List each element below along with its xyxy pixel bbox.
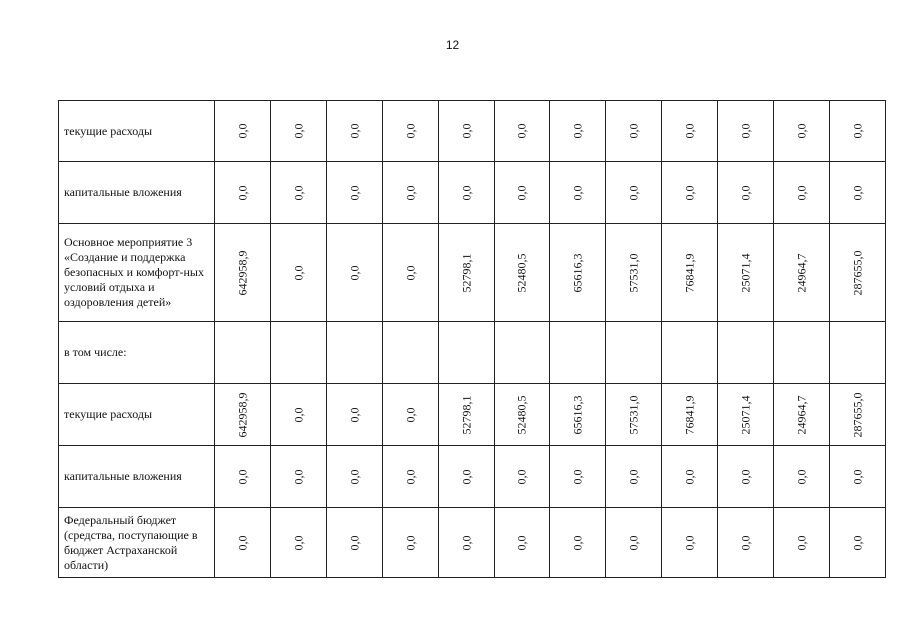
- cell-value: 0,0: [235, 185, 250, 200]
- value-cell: [606, 224, 662, 322]
- cell-value: 0,0: [682, 469, 697, 484]
- value-cell: [718, 508, 774, 578]
- row-label: капитальные вложения: [59, 162, 215, 224]
- cell-value: 0,0: [850, 535, 865, 550]
- value-cell: [550, 446, 606, 508]
- value-cell: [326, 508, 382, 578]
- cell-value: 0,0: [347, 123, 362, 139]
- value-cell: [829, 101, 885, 162]
- value-cell: [774, 508, 830, 578]
- cell-value: 52480,5: [514, 395, 529, 434]
- cell-value: 287655,0: [850, 392, 865, 437]
- value-cell: [215, 322, 271, 384]
- value-cell: [326, 384, 382, 446]
- row-label: капитальные вложения: [59, 446, 215, 508]
- cell-value: 0,0: [850, 469, 865, 484]
- cell-value: 0,0: [738, 123, 753, 139]
- cell-value: 52480,5: [514, 253, 529, 292]
- value-cell: [774, 101, 830, 162]
- cell-value: 0,0: [570, 185, 585, 200]
- value-cell: [494, 384, 550, 446]
- value-cell: [494, 446, 550, 508]
- value-cell: [550, 224, 606, 322]
- value-cell: [494, 322, 550, 384]
- value-cell: [550, 508, 606, 578]
- cell-value: 0,0: [459, 469, 474, 484]
- cell-value: 0,0: [347, 407, 362, 422]
- cell-value: 0,0: [738, 185, 753, 200]
- cell-value: 0,0: [682, 535, 697, 550]
- cell-value: 0,0: [514, 123, 529, 139]
- value-cell: [829, 384, 885, 446]
- cell-value: 0,0: [291, 123, 306, 139]
- cell-value: 0,0: [570, 123, 585, 139]
- value-cell: [326, 224, 382, 322]
- value-cell: [550, 384, 606, 446]
- value-cell: [326, 446, 382, 508]
- value-cell: [438, 162, 494, 224]
- cell-value: 0,0: [459, 123, 474, 139]
- value-cell: [326, 162, 382, 224]
- value-cell: [774, 322, 830, 384]
- cell-value: 0,0: [626, 185, 641, 200]
- cell-value: 0,0: [682, 185, 697, 200]
- cell-value: 0,0: [235, 535, 250, 550]
- value-cell: [438, 101, 494, 162]
- value-cell: [270, 101, 326, 162]
- cell-value: 642958,9: [235, 392, 250, 437]
- cell-value: 0,0: [570, 469, 585, 484]
- value-cell: [662, 384, 718, 446]
- cell-value: 0,0: [738, 469, 753, 484]
- cell-value: 0,0: [235, 469, 250, 484]
- value-cell: [494, 224, 550, 322]
- row-label: текущие расходы: [59, 384, 215, 446]
- value-cell: [662, 101, 718, 162]
- value-cell: [382, 384, 438, 446]
- value-cell: [270, 162, 326, 224]
- value-cell: [606, 101, 662, 162]
- cell-value: 0,0: [794, 123, 809, 139]
- value-cell: [829, 322, 885, 384]
- cell-value: 24964,7: [794, 253, 809, 292]
- value-cell: [382, 224, 438, 322]
- value-cell: [215, 508, 271, 578]
- value-cell: [215, 162, 271, 224]
- row-label: Основное мероприятие 3 «Создание и поддержка безопасных и комфорт-ных условий отдыха и оздоровления детей»: [59, 224, 215, 322]
- value-cell: [662, 162, 718, 224]
- cell-value: 0,0: [291, 469, 306, 484]
- table-row: [59, 162, 886, 224]
- value-cell: [774, 446, 830, 508]
- value-cell: [215, 101, 271, 162]
- value-cell: [662, 224, 718, 322]
- cell-value: 0,0: [570, 535, 585, 550]
- cell-value: 0,0: [403, 185, 418, 200]
- cell-value: 0,0: [403, 407, 418, 422]
- value-cell: [829, 162, 885, 224]
- cell-value: 25071,4: [738, 395, 753, 434]
- cell-value: 0,0: [347, 469, 362, 484]
- value-cell: [270, 446, 326, 508]
- table-row: [59, 322, 886, 384]
- value-cell: [270, 508, 326, 578]
- value-cell: [829, 446, 885, 508]
- cell-value: 76841,9: [682, 395, 697, 434]
- row-label: текущие расходы: [59, 101, 215, 162]
- value-cell: [718, 101, 774, 162]
- value-cell: [550, 101, 606, 162]
- cell-value: 57531,0: [626, 253, 641, 292]
- value-cell: [774, 224, 830, 322]
- cell-value: 0,0: [347, 265, 362, 280]
- cell-value: 0,0: [347, 185, 362, 200]
- value-cell: [662, 322, 718, 384]
- value-cell: [718, 224, 774, 322]
- value-cell: [718, 446, 774, 508]
- value-cell: [550, 162, 606, 224]
- cell-value: 0,0: [514, 185, 529, 200]
- cell-value: 57531,0: [626, 395, 641, 434]
- row-label: в том числе:: [59, 322, 215, 384]
- value-cell: [382, 322, 438, 384]
- cell-value: 0,0: [850, 185, 865, 200]
- table-row: [59, 384, 886, 446]
- value-cell: [606, 322, 662, 384]
- value-cell: [438, 384, 494, 446]
- value-cell: [270, 322, 326, 384]
- cell-value: 24964,7: [794, 395, 809, 434]
- value-cell: [774, 162, 830, 224]
- value-cell: [494, 162, 550, 224]
- budget-table: [58, 100, 886, 578]
- value-cell: [438, 446, 494, 508]
- value-cell: [606, 508, 662, 578]
- value-cell: [606, 384, 662, 446]
- value-cell: [438, 322, 494, 384]
- value-cell: [662, 508, 718, 578]
- value-cell: [718, 162, 774, 224]
- row-label: Федеральный бюджет (средства, поступающие в бюджет Астраханской области): [59, 508, 215, 578]
- value-cell: [382, 101, 438, 162]
- value-cell: [382, 162, 438, 224]
- cell-value: 0,0: [403, 265, 418, 280]
- cell-value: 0,0: [626, 123, 641, 139]
- value-cell: [438, 224, 494, 322]
- cell-value: 0,0: [235, 123, 250, 139]
- value-cell: [606, 446, 662, 508]
- cell-value: 25071,4: [738, 253, 753, 292]
- value-cell: [829, 224, 885, 322]
- cell-value: 65616,3: [570, 395, 585, 434]
- cell-value: 0,0: [403, 535, 418, 550]
- table-row: [59, 508, 886, 578]
- cell-value: 0,0: [626, 469, 641, 484]
- value-cell: [829, 508, 885, 578]
- value-cell: [382, 446, 438, 508]
- table-row: [59, 446, 886, 508]
- cell-value: 0,0: [514, 469, 529, 484]
- cell-value: 287655,0: [850, 250, 865, 295]
- value-cell: [270, 384, 326, 446]
- cell-value: 0,0: [850, 123, 865, 139]
- cell-value: 0,0: [291, 265, 306, 280]
- value-cell: [382, 508, 438, 578]
- value-cell: [215, 384, 271, 446]
- value-cell: [606, 162, 662, 224]
- cell-value: 52798,1: [459, 395, 474, 434]
- value-cell: [718, 384, 774, 446]
- value-cell: [550, 322, 606, 384]
- page-number: 12: [445, 38, 460, 52]
- table-row: [59, 224, 886, 322]
- cell-value: 0,0: [291, 407, 306, 422]
- value-cell: [215, 224, 271, 322]
- cell-value: 0,0: [794, 185, 809, 200]
- cell-value: 0,0: [794, 535, 809, 550]
- cell-value: 0,0: [459, 185, 474, 200]
- value-cell: [270, 224, 326, 322]
- cell-value: 0,0: [794, 469, 809, 484]
- cell-value: 0,0: [291, 185, 306, 200]
- value-cell: [326, 322, 382, 384]
- cell-value: 0,0: [403, 469, 418, 484]
- value-cell: [718, 322, 774, 384]
- value-cell: [215, 446, 271, 508]
- value-cell: [438, 508, 494, 578]
- cell-value: 0,0: [626, 535, 641, 550]
- value-cell: [494, 508, 550, 578]
- cell-value: 0,0: [459, 535, 474, 550]
- cell-value: 76841,9: [682, 253, 697, 292]
- value-cell: [326, 101, 382, 162]
- cell-value: 65616,3: [570, 253, 585, 292]
- table-row: [59, 101, 886, 162]
- cell-value: 0,0: [347, 535, 362, 550]
- cell-value: 52798,1: [459, 253, 474, 292]
- cell-value: 642958,9: [235, 250, 250, 295]
- value-cell: [662, 446, 718, 508]
- cell-value: 0,0: [738, 535, 753, 550]
- cell-value: 0,0: [291, 535, 306, 550]
- cell-value: 0,0: [403, 123, 418, 139]
- cell-value: 0,0: [514, 535, 529, 550]
- value-cell: [494, 101, 550, 162]
- cell-value: 0,0: [682, 123, 697, 139]
- value-cell: [774, 384, 830, 446]
